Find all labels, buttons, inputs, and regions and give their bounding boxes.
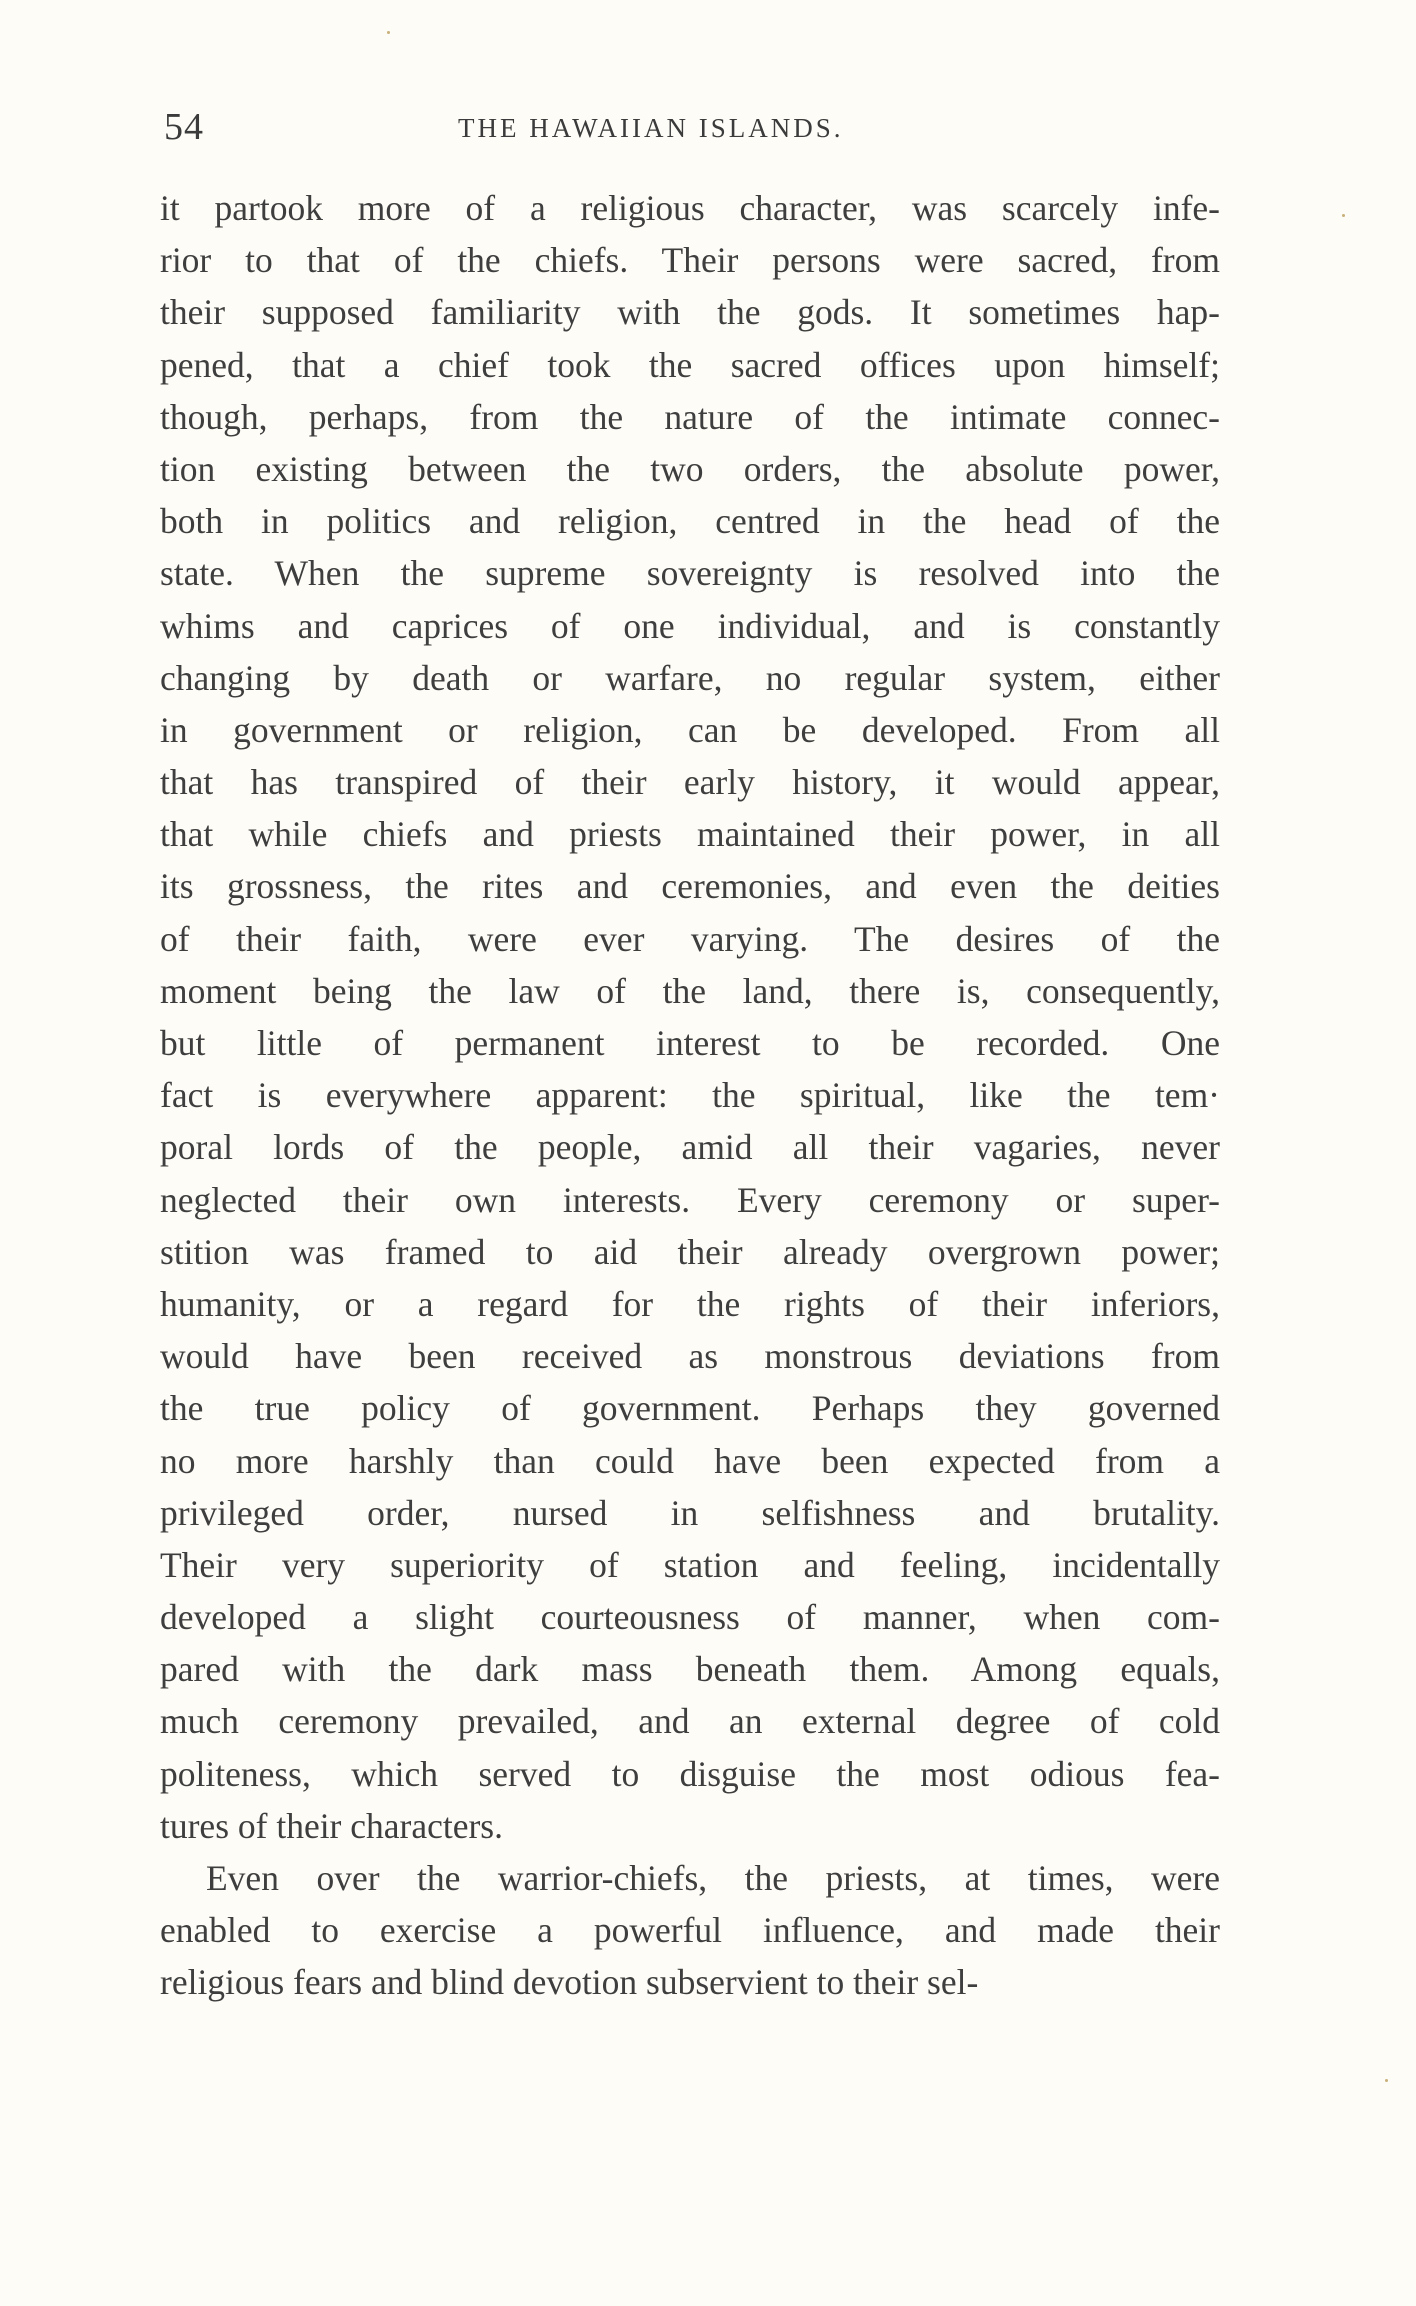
page-number: 54 [164, 106, 204, 148]
text-line: whims and caprices of one individual, and is constantly [160, 605, 1220, 646]
text-line: that while chiefs and priests maintained their power, in all [160, 814, 1220, 855]
text-line: humanity, or a regard for the rights of their inferiors, [160, 1283, 1220, 1324]
text-line: no more harshly than could have been expected from a [160, 1440, 1220, 1481]
text-line: Even over the warrior-chiefs, the priests, at times, were [206, 1858, 1220, 1898]
text-line: neglected their own interests. Every ceremony or super- [160, 1179, 1220, 1220]
text-line: stition was framed to aid their already overgrown power; [160, 1231, 1220, 1272]
text-line: fact is everywhere apparent: the spiritual, like the tem· [160, 1075, 1220, 1116]
text-line: rior to that of the chiefs. Their persons were sacred, from [160, 240, 1220, 281]
paper-speck [387, 31, 390, 34]
text-line: the true policy of government. Perhaps they governed [160, 1388, 1220, 1429]
text-line: enabled to exercise a powerful influence, and made their [160, 1910, 1220, 1951]
text-line: religious fears and blind devotion subservient to their sel- [160, 1962, 979, 2003]
text-line: tion existing between the two orders, the absolute power, [160, 448, 1220, 489]
paragraph-1 [160, 182, 1220, 1852]
body-text [160, 182, 1220, 2009]
text-line: that has transpired of their early history, it would appear, [160, 762, 1220, 803]
text-line: its grossness, the rites and ceremonies, and even the deities [160, 866, 1220, 907]
text-line: developed a slight courteousness of manner, when com- [160, 1597, 1220, 1638]
text-line: poral lords of the people, amid all their vagaries, never [160, 1127, 1220, 1168]
text-line: pened, that a chief took the sacred offices upon himself; [160, 344, 1220, 385]
page-header [158, 105, 1218, 155]
paper-speck [1385, 2079, 1388, 2082]
text-line: pared with the dark mass beneath them. Among equals, [160, 1649, 1220, 1690]
text-line: would have been received as monstrous deviations from [160, 1336, 1220, 1377]
paper-speck [1342, 214, 1345, 217]
text-line: of their faith, were ever varying. The desires of the [160, 918, 1220, 959]
text-line: much ceremony prevailed, and an external degree of cold [160, 1701, 1220, 1742]
text-line: both in politics and religion, centred in the head of the [160, 501, 1220, 542]
text-line: privileged order, nursed in selfishness and brutality. [160, 1492, 1220, 1533]
text-line: their supposed familiarity with the gods. It sometimes hap- [160, 292, 1220, 333]
text-line: moment being the law of the land, there is, consequently, [160, 970, 1220, 1011]
text-line: but little of permanent interest to be recorded. One [160, 1023, 1220, 1063]
text-line: changing by death or warfare, no regular system, either [160, 657, 1220, 698]
running-title: THE HAWAIIAN ISLANDS. [458, 113, 844, 143]
paragraph-2 [160, 1852, 1220, 2009]
text-line: in government or religion, can be developed. From all [160, 709, 1220, 750]
text-line: tures of their characters. [160, 1805, 503, 1846]
text-line: Their very superiority of station and feeling, incidentally [160, 1544, 1220, 1585]
text-line: state. When the supreme sovereignty is resolved into the [160, 553, 1220, 594]
text-line: it partook more of a religious character, was scarcely infe- [160, 188, 1220, 228]
text-line: though, perhaps, from the nature of the intimate connec- [160, 396, 1220, 437]
text-line: politeness, which served to disguise the most odious fea- [160, 1753, 1220, 1794]
